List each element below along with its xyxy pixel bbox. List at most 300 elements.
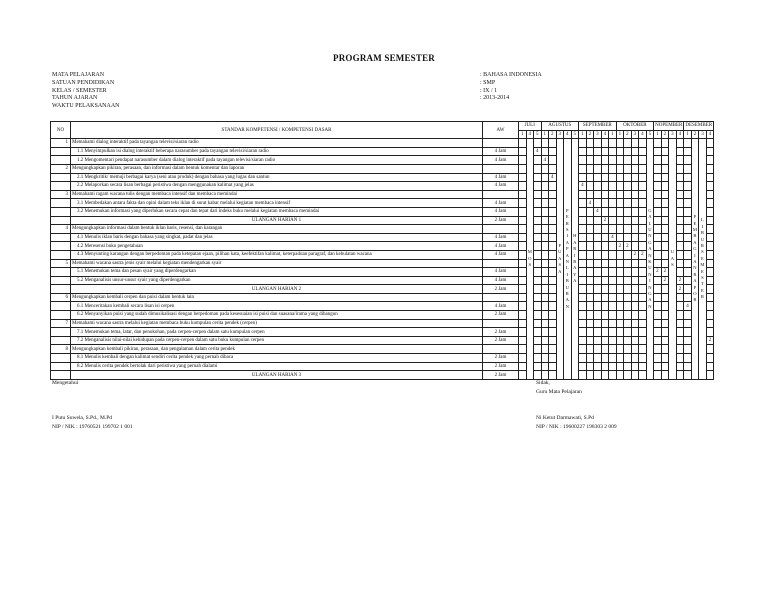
week-cell (579, 173, 587, 182)
week-cell (616, 345, 624, 354)
week-cell (676, 362, 684, 371)
week-cell (579, 285, 587, 294)
row-hours (483, 139, 519, 148)
week-cell (594, 259, 602, 268)
week-cell (594, 336, 602, 345)
week-cell (579, 336, 587, 345)
week-cell (676, 328, 684, 337)
row-hours (483, 345, 519, 354)
header-week: 2 (661, 130, 669, 139)
week-cell (609, 354, 617, 363)
week-cell (631, 319, 639, 328)
week-cell: 2 (616, 242, 624, 251)
table-row (51, 242, 714, 251)
week-cell (549, 225, 557, 234)
week-cell (654, 285, 662, 294)
week-cell (639, 147, 647, 156)
week-cell (549, 268, 557, 277)
week-cell (579, 293, 587, 302)
week-cell (684, 250, 692, 259)
week-cell (661, 285, 669, 294)
row-hours (483, 225, 519, 234)
header-week: 3 (556, 130, 564, 139)
week-cell (639, 328, 647, 337)
week-cell (676, 233, 684, 242)
week-cell (601, 276, 609, 285)
week-cell (684, 182, 692, 191)
week-cell (616, 328, 624, 337)
week-cell (594, 156, 602, 165)
week-cell (661, 311, 669, 320)
week-cell (639, 371, 647, 380)
week-cell (616, 362, 624, 371)
week-cell (616, 302, 624, 311)
week-cell (541, 328, 549, 337)
week-cell (624, 173, 632, 182)
week-cell (609, 362, 617, 371)
competency-text: 4.1 Menulis iklan baris dengan bahasa yang singkat, padat dan jelas (71, 233, 483, 242)
week-cell (601, 328, 609, 337)
week-cell (624, 216, 632, 225)
competency-text: 1.1 Menyimpulkan isi dialog interaktif beberapa narasumber pada tayangan televisi/siaran radio (71, 147, 483, 156)
competency-text: 8.1 Menulis kembali dengan kalimat sendiri cerita pendek yang pernah dibaca (71, 354, 483, 363)
week-cell (684, 328, 692, 337)
week-cell (579, 268, 587, 277)
week-cell (624, 276, 632, 285)
meta-value-school: : SMP (480, 79, 496, 86)
week-cell (594, 354, 602, 363)
table-row (51, 139, 714, 148)
row-number: 6 (51, 293, 71, 302)
week-cell (684, 336, 692, 345)
row-number (51, 268, 71, 277)
header-week: 2 (691, 130, 699, 139)
table-row (51, 207, 714, 216)
week-cell (624, 233, 632, 242)
week-cell (624, 319, 632, 328)
row-number (51, 336, 71, 345)
teacher-role: Guru Mata Pelajaran (536, 389, 582, 395)
week-cell (676, 311, 684, 320)
week-cell (706, 259, 714, 268)
week-cell (684, 285, 692, 294)
week-cell (654, 216, 662, 225)
week-cell (631, 362, 639, 371)
row-hours: 4 Jam (483, 207, 519, 216)
week-cell (639, 336, 647, 345)
row-number (51, 173, 71, 182)
week-cell (519, 293, 527, 302)
competency-text: 3.1 Membedakan antara fakta dan opini dalam teks iklan di surat kabar melalui kegiatan membaca intensif (71, 199, 483, 208)
week-cell (609, 242, 617, 251)
week-cell (706, 328, 714, 337)
row-hours: 2 Jam (483, 311, 519, 320)
row-number: 7 (51, 319, 71, 328)
table-row (51, 199, 714, 208)
week-cell (519, 319, 527, 328)
week-cell (534, 164, 542, 173)
week-cell (519, 259, 527, 268)
week-cell (609, 199, 617, 208)
week-cell (706, 207, 714, 216)
week-cell (519, 139, 527, 148)
week-cell (609, 216, 617, 225)
week-cell (631, 147, 639, 156)
header-week: 2 (586, 130, 594, 139)
week-cell (594, 225, 602, 234)
week-cell (586, 362, 594, 371)
competency-text: 4.2 Meresensi buku pengetahuan (71, 242, 483, 251)
week-cell (549, 199, 557, 208)
table-row (51, 147, 714, 156)
teacher-nip: NIP / NIK : 19600227 198303 2 009 (536, 424, 617, 430)
week-cell (519, 354, 527, 363)
week-cell (684, 207, 692, 216)
week-cell (601, 285, 609, 294)
week-cell (639, 362, 647, 371)
week-cell (534, 242, 542, 251)
table-row (51, 354, 714, 363)
week-cell (549, 345, 557, 354)
teacher-name: Ni Ketut Darmawati, S.Pd (536, 415, 594, 421)
week-cell (541, 345, 549, 354)
header-week: 3 (594, 130, 602, 139)
week-cell (579, 190, 587, 199)
week-cell (661, 225, 669, 234)
week-cell (541, 354, 549, 363)
week-cell (609, 328, 617, 337)
header-week: 5 (571, 130, 579, 139)
week-cell: 2 (676, 285, 684, 294)
week-cell (616, 285, 624, 294)
meta-values (480, 72, 542, 103)
week-cell (639, 302, 647, 311)
week-cell (601, 268, 609, 277)
week-cell (654, 199, 662, 208)
week-cell (631, 336, 639, 345)
week-cell (549, 336, 557, 345)
week-cell (684, 147, 692, 156)
week-cell (549, 182, 557, 191)
week-cell (631, 311, 639, 320)
week-cell (631, 328, 639, 337)
competency-text: 5.1 Menemukan tema dan pesan syair yang diperdengarkan (71, 268, 483, 277)
week-cell: 2 (661, 276, 669, 285)
week-cell (601, 319, 609, 328)
competency-text: 6.2 Menyanyikan puisi yang sudah dimusikalisasi dengan berpedoman pada kesesuaian isi puisi dan suasana/irama yang dibangun (71, 311, 483, 320)
week-cell (639, 199, 647, 208)
row-number (51, 182, 71, 191)
week-cell: 2 (601, 216, 609, 225)
week-cell (661, 156, 669, 165)
week-cell (601, 190, 609, 199)
week-cell (541, 250, 549, 259)
row-hours: 4 Jam (483, 233, 519, 242)
week-cell (624, 302, 632, 311)
week-cell (579, 362, 587, 371)
header-week: 3 (631, 130, 639, 139)
week-cell (594, 285, 602, 294)
week-cell (706, 345, 714, 354)
week-cell (631, 164, 639, 173)
week-cell (624, 199, 632, 208)
week-cell (609, 156, 617, 165)
table-row (51, 225, 714, 234)
week-cell (579, 233, 587, 242)
signature-left (52, 379, 133, 432)
week-cell (601, 250, 609, 259)
week-cell (609, 311, 617, 320)
vertical-label-text: H A R I R A Y A (573, 233, 577, 284)
week-cell (676, 164, 684, 173)
header-week: 5 (646, 130, 654, 139)
week-cell (684, 354, 692, 363)
row-number (51, 156, 71, 165)
week-cell (616, 250, 624, 259)
week-cell (541, 139, 549, 148)
meta-value-subject: : BAHASA INDONESIA (480, 72, 542, 78)
row-number: 1 (51, 139, 71, 148)
row-number (51, 276, 71, 285)
week-cell (609, 302, 617, 311)
week-cell (661, 371, 669, 380)
competency-text: 3.2 Menemukan informasi yang diperlukan secara cepat dan tepat dari indeks buku melalui kegiatan membaca memindai (71, 207, 483, 216)
week-cell (684, 276, 692, 285)
week-cell (594, 276, 602, 285)
week-cell (616, 147, 624, 156)
week-cell (534, 233, 542, 242)
week-cell (624, 371, 632, 380)
week-cell (616, 173, 624, 182)
week-cell (609, 207, 617, 216)
week-cell (706, 139, 714, 148)
week-cell (654, 242, 662, 251)
week-cell (601, 362, 609, 371)
week-cell (706, 276, 714, 285)
row-hours: 2 Jam (483, 371, 519, 380)
week-cell (534, 362, 542, 371)
week-cell (519, 173, 527, 182)
week-cell (519, 328, 527, 337)
competency-text: 1.2 Mengomentari pendapat narasumber dalam dialog interaktif pada tayangan televisi/siaran radio (71, 156, 483, 165)
week-cell (684, 268, 692, 277)
week-cell (631, 293, 639, 302)
week-cell (676, 345, 684, 354)
week-cell (684, 293, 692, 302)
header-week: 2 (624, 130, 632, 139)
week-cell (639, 190, 647, 199)
header-week: 1 (616, 130, 624, 139)
header-week: 4 (564, 130, 572, 139)
week-cell (586, 182, 594, 191)
week-cell (541, 233, 549, 242)
week-cell: 2 (631, 250, 639, 259)
week-cell (601, 293, 609, 302)
week-cell (684, 173, 692, 182)
week-cell (541, 259, 549, 268)
week-cell (541, 216, 549, 225)
row-number: 4 (51, 225, 71, 234)
week-cell (594, 250, 602, 259)
week-cell (661, 362, 669, 371)
week-cell (586, 139, 594, 148)
week-cell (631, 268, 639, 277)
week-cell (519, 199, 527, 208)
competency-text: Mengungkapkan kembali cerpen dan puisi dalam bentuk lain (71, 293, 483, 302)
week-cell (519, 207, 527, 216)
principal-nip: NIP / NIK : 19760521 199702 1 001 (52, 424, 133, 430)
row-hours: 2 Jam (483, 328, 519, 337)
week-cell (661, 302, 669, 311)
week-cell (594, 164, 602, 173)
row-hours: 2 Jam (483, 336, 519, 345)
row-hours: 4 Jam (483, 182, 519, 191)
week-cell (654, 190, 662, 199)
week-cell (609, 293, 617, 302)
week-cell (579, 250, 587, 259)
week-cell (684, 233, 692, 242)
header-week: 4 (706, 130, 714, 139)
week-cell (534, 311, 542, 320)
row-number (51, 147, 71, 156)
week-cell (579, 164, 587, 173)
week-cell (586, 250, 594, 259)
week-cell (586, 319, 594, 328)
week-cell (624, 147, 632, 156)
week-cell (579, 225, 587, 234)
competency-text: ULANGAN HARIAN 1 (71, 216, 483, 225)
week-cell (594, 233, 602, 242)
week-cell (549, 250, 557, 259)
week-cell (579, 259, 587, 268)
week-cell (706, 319, 714, 328)
week-cell (616, 259, 624, 268)
week-cell (519, 216, 527, 225)
table-row (51, 268, 714, 277)
week-cell (654, 319, 662, 328)
week-cell (706, 147, 714, 156)
week-cell (586, 311, 594, 320)
week-cell (631, 225, 639, 234)
week-cell (519, 336, 527, 345)
row-hours: 4 Jam (483, 173, 519, 182)
week-cell (541, 225, 549, 234)
week-cell (654, 362, 662, 371)
competency-text: ULANGAN HARIAN 3 (71, 371, 483, 380)
week-cell (639, 139, 647, 148)
week-cell (549, 354, 557, 363)
week-cell (624, 362, 632, 371)
week-cell (609, 173, 617, 182)
week-cell (579, 199, 587, 208)
week-cell (594, 328, 602, 337)
week-cell (639, 319, 647, 328)
week-cell (601, 354, 609, 363)
week-cell (616, 190, 624, 199)
row-number: 8 (51, 345, 71, 354)
week-cell (594, 190, 602, 199)
place-label: Sidak, (536, 380, 550, 386)
week-cell (541, 336, 549, 345)
week-cell (654, 276, 662, 285)
week-cell (549, 285, 557, 294)
week-cell (706, 293, 714, 302)
week-cell (706, 311, 714, 320)
week-cell (549, 328, 557, 337)
week-cell (534, 276, 542, 285)
week-cell (616, 336, 624, 345)
table-row (51, 233, 714, 242)
table-row (51, 259, 714, 268)
week-cell (654, 250, 662, 259)
week-cell (616, 319, 624, 328)
week-cell (654, 293, 662, 302)
vertical-label (646, 139, 654, 380)
meta-label-subject: MATA PELAJARAN (52, 72, 105, 78)
week-cell (616, 182, 624, 191)
week-cell (639, 216, 647, 225)
week-cell (676, 190, 684, 199)
week-cell (594, 139, 602, 148)
week-cell (594, 311, 602, 320)
week-cell (616, 354, 624, 363)
week-cell (519, 233, 527, 242)
week-cell (616, 139, 624, 148)
week-cell (519, 371, 527, 380)
week-cell (549, 233, 557, 242)
week-cell (684, 190, 692, 199)
week-cell (594, 147, 602, 156)
week-cell (594, 293, 602, 302)
week-cell (624, 156, 632, 165)
week-cell (534, 139, 542, 148)
week-cell (676, 293, 684, 302)
week-cell (676, 336, 684, 345)
week-cell (549, 362, 557, 371)
week-cell (519, 190, 527, 199)
week-cell (684, 164, 692, 173)
week-cell (676, 156, 684, 165)
week-cell: 4 (579, 182, 587, 191)
week-cell (676, 354, 684, 363)
competency-text: 7.1 Menemukan tema, latar, dan penokohan, pada cerpen-cerpen dalam satu kumpulan cerpen (71, 328, 483, 337)
week-cell: 4 (541, 156, 549, 165)
competency-text: 8.2 Menulis cerita pendek bertolak dari peristiwa yang pernah dialami (71, 362, 483, 371)
week-cell (706, 362, 714, 371)
header-month: JULI (519, 122, 542, 131)
week-cell (654, 302, 662, 311)
week-cell (706, 302, 714, 311)
week-cell (661, 216, 669, 225)
week-cell (631, 199, 639, 208)
week-cell (676, 199, 684, 208)
week-cell (549, 276, 557, 285)
week-cell (631, 190, 639, 199)
competency-text: Mengungkapkan informasi dalam bentuk iklan baris, resensi, dan karangan (71, 225, 483, 234)
week-cell (654, 173, 662, 182)
week-cell (639, 164, 647, 173)
week-cell (684, 362, 692, 371)
week-cell (541, 293, 549, 302)
row-number (51, 311, 71, 320)
week-cell (624, 293, 632, 302)
week-cell (541, 173, 549, 182)
vertical-label-text: L I B U R S E M E S T E R (700, 217, 705, 300)
week-cell (579, 302, 587, 311)
week-cell (639, 268, 647, 277)
week-cell (519, 182, 527, 191)
row-number: 5 (51, 259, 71, 268)
